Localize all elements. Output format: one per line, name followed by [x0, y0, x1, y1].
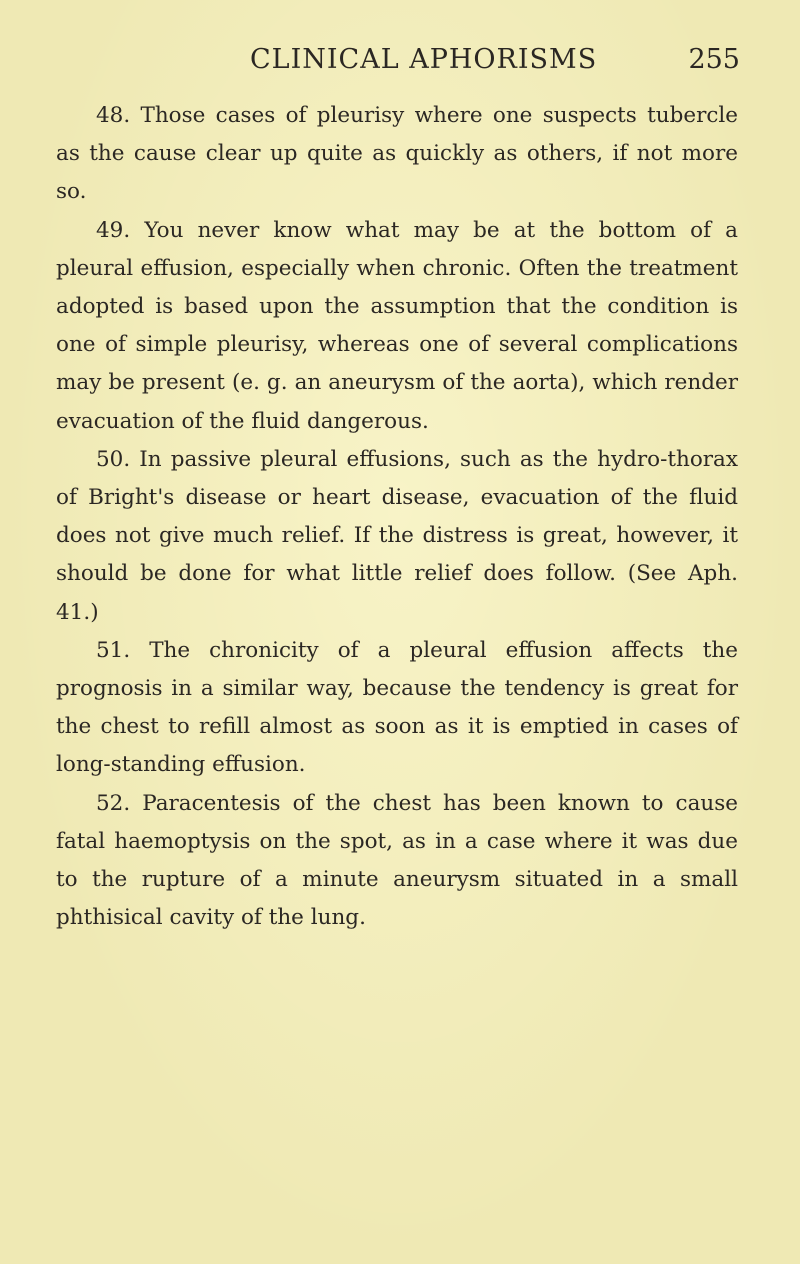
aphorism-48: 48. Those cases of pleurisy where one suspects tubercle as the cause clear up quite as quickly as others, if not more so.: [56, 103, 738, 205]
aphorism-52: 52. Paracentesis of the chest has been known to cause fatal haemoptysis on the spot, as in a case where it was due to the rupture of a minute aneurysm situated in a small phthisical cavity of the lung.: [56, 790, 738, 931]
running-header: [56, 40, 740, 80]
page-number: 255: [688, 44, 740, 75]
page-body: [56, 97, 738, 937]
aphorism-49: 49. You never know what may be at the bottom of a pleural effusion, especially when chronic. Often the treatment adopted is based upon the assumption that the condition is one of simple pleurisy, whereas one of several complications may be present (e. g. an aneurysm of the aorta), which render evacuation of the fluid dangerous.: [56, 217, 738, 434]
aphorism-50: 50. In passive pleural effusions, such as the hydro-thorax of Bright's disease or heart disease, evacuation of the fluid does not give much relief. If the distress is great, however, it should be done for what little relief does follow. (See Aph. 41.): [56, 446, 738, 625]
aphorism-51: 51. The chronicity of a pleural effusion affects the prognosis in a similar way, because the tendency is great for the chest to refill almost as soon as it is emptied in cases of long-standing effusion.: [56, 637, 738, 778]
running-title: CLINICAL APHORISMS: [250, 44, 598, 75]
